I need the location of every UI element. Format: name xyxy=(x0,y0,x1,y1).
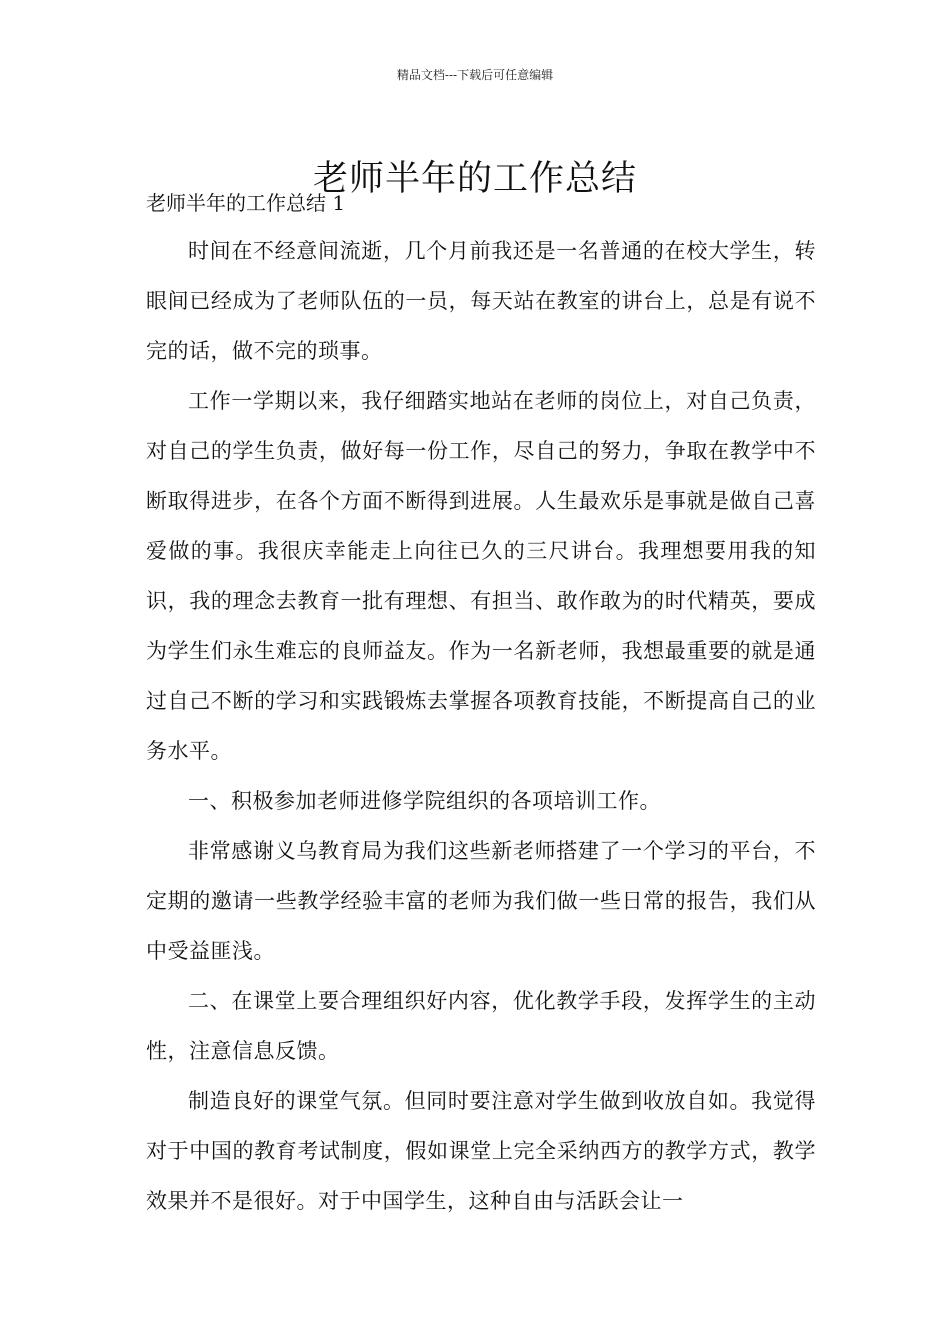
header-note: 精品文档---下载后可任意编辑 xyxy=(396,68,554,82)
document-title: 老师半年的工作总结 xyxy=(312,159,637,200)
paragraph-1: 时间在不经意间流逝，几个月前我还是一名普通的在校大学生，转眼间已经成为了老师队伍的一员，每天站在教室的讲台上，总是有说不完的话，做不完的琐事。 xyxy=(146,239,816,363)
paragraph-5-heading: 二、在课堂上要合理组织好内容，优化教学手段，发挥学生的主动性，注意信息反馈。 xyxy=(146,989,816,1063)
paragraph-3-heading: 一、积极参加老师进修学院组织的各项培训工作。 xyxy=(188,789,661,813)
paragraph-6: 制造良好的课堂气氛。但同时要注意对学生做到收放自如。我觉得对于中国的教育考试制度，假如课堂上完全采纳西方的教学方式，教学效果并不是很好。对于中国学生，这种自由与活跃会让一 xyxy=(146,1089,816,1213)
paragraph-4: 非常感谢义乌教育局为我们这些新老师搭建了一个学习的平台，不定期的邀请一些教学经验丰富的老师为我们做一些日常的报告，我们从中受益匪浅。 xyxy=(146,839,816,963)
section-heading: 老师半年的工作总结 1 xyxy=(146,191,346,215)
document-body xyxy=(146,226,816,1226)
paragraph-2: 工作一学期以来，我仔细踏实地站在老师的岗位上，对自己负责，对自己的学生负责，做好每一份工作，尽自己的努力，争取在教学中不断取得进步，在各个方面不断得到进展。人生最欢乐是事就是做自己喜爱做的事。我很庆幸能走上向往已久的三尺讲台。我理想要用我的知识，我的理念去教育一批有理想、有担当、敢作敢为的时代精英，要成为学生们永生难忘的良师益友。作为一名新老师，我想最重要的就是通过自己不断的学习和实践锻炼去掌握各项教育技能，不断提高自己的业务水平。 xyxy=(146,389,816,763)
